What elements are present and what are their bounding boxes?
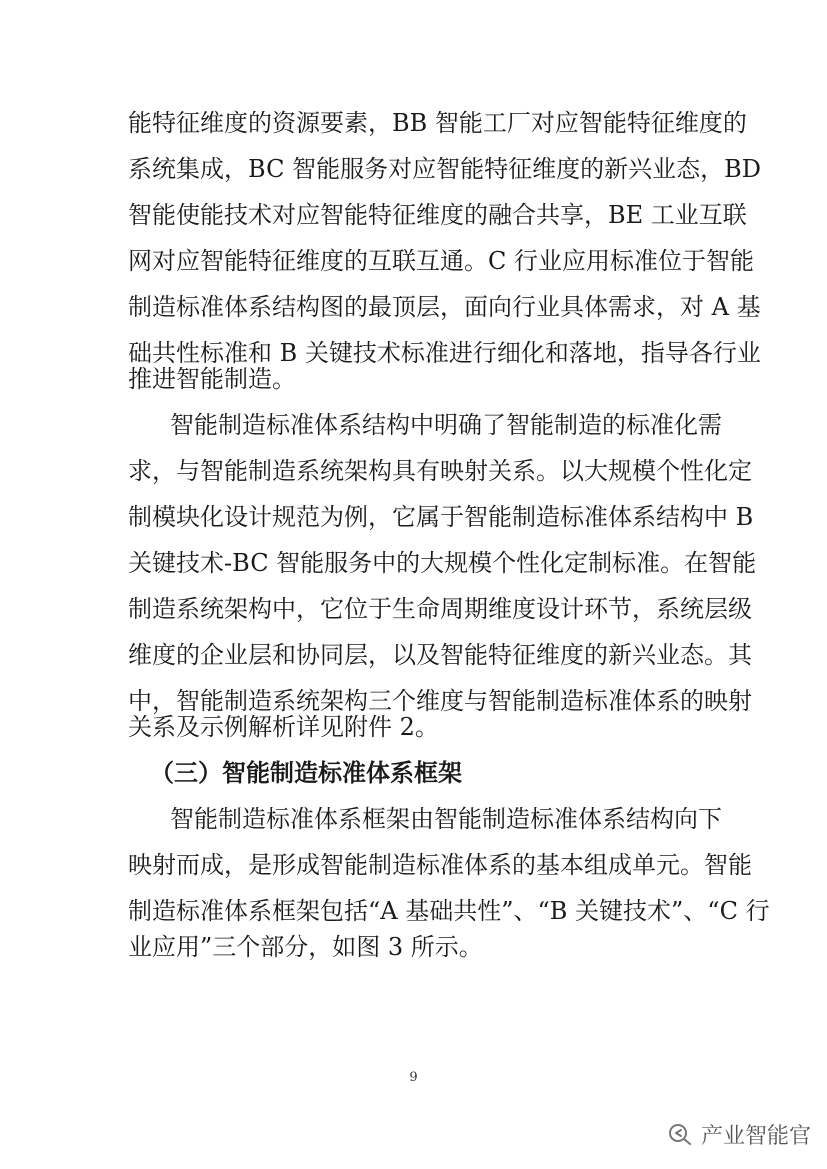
- section-heading: （三）智能制造标准体系框架: [150, 759, 462, 787]
- paragraph-line: 制造标准体系结构图的最顶层，面向行业具体需求，对 A 基: [128, 293, 761, 321]
- paragraph-line: 智能使能技术对应智能特征维度的融合共享，BE 工业互联: [128, 201, 747, 229]
- paragraph-line: 智能制造标准体系结构中明确了智能制造的标准化需: [170, 411, 722, 439]
- paragraph-line: 求，与智能制造系统架构具有映射关系。以大规模个性化定: [128, 457, 752, 485]
- paragraph-line: 能特征维度的资源要素，BB 智能工厂对应智能特征维度的: [128, 109, 747, 137]
- paragraph-line: 础共性标准和 B 关键技术标准进行细化和落地，指导各行业: [128, 339, 761, 367]
- paragraph-line: 维度的企业层和协同层，以及智能特征维度的新兴业态。其: [128, 641, 752, 669]
- paragraph-line: 推进智能制造。: [128, 365, 296, 393]
- paragraph-line: 关键技术-BC 智能服务中的大规模个性化定制标准。在智能: [128, 549, 757, 577]
- paragraph-line: 制模块化设计规范为例，它属于智能制造标准体系结构中 B: [128, 503, 754, 531]
- paragraph-line: 映射而成，是形成智能制造标准体系的基本组成单元。智能: [128, 851, 752, 879]
- paragraph-line: 业应用”三个部分，如图 3 所示。: [128, 933, 483, 961]
- wechat-official-account-icon: [667, 1122, 693, 1146]
- watermark: [667, 1116, 811, 1152]
- paragraph-line: 网对应智能特征维度的互联互通。C 行业应用标准位于智能: [128, 247, 754, 275]
- watermark-text: 产业智能官: [700, 1123, 811, 1149]
- paragraph-line: 关系及示例解析详见附件 2。: [128, 713, 439, 741]
- paragraph-line: 智能制造标准体系框架由智能制造标准体系结构向下: [170, 805, 722, 833]
- paragraph-line: 制造系统架构中，它位于生命周期维度设计环节，系统层级: [128, 595, 752, 623]
- paragraph-line: 系统集成，BC 智能服务对应智能特征维度的新兴业态，BD: [128, 155, 761, 183]
- page-number: 9: [409, 1070, 418, 1085]
- paragraph-line: 制造标准体系框架包括“A 基础共性”、“B 关键技术”、“C 行: [128, 897, 770, 925]
- paragraph-line: 中，智能制造系统架构三个维度与智能制造标准体系的映射: [128, 687, 752, 715]
